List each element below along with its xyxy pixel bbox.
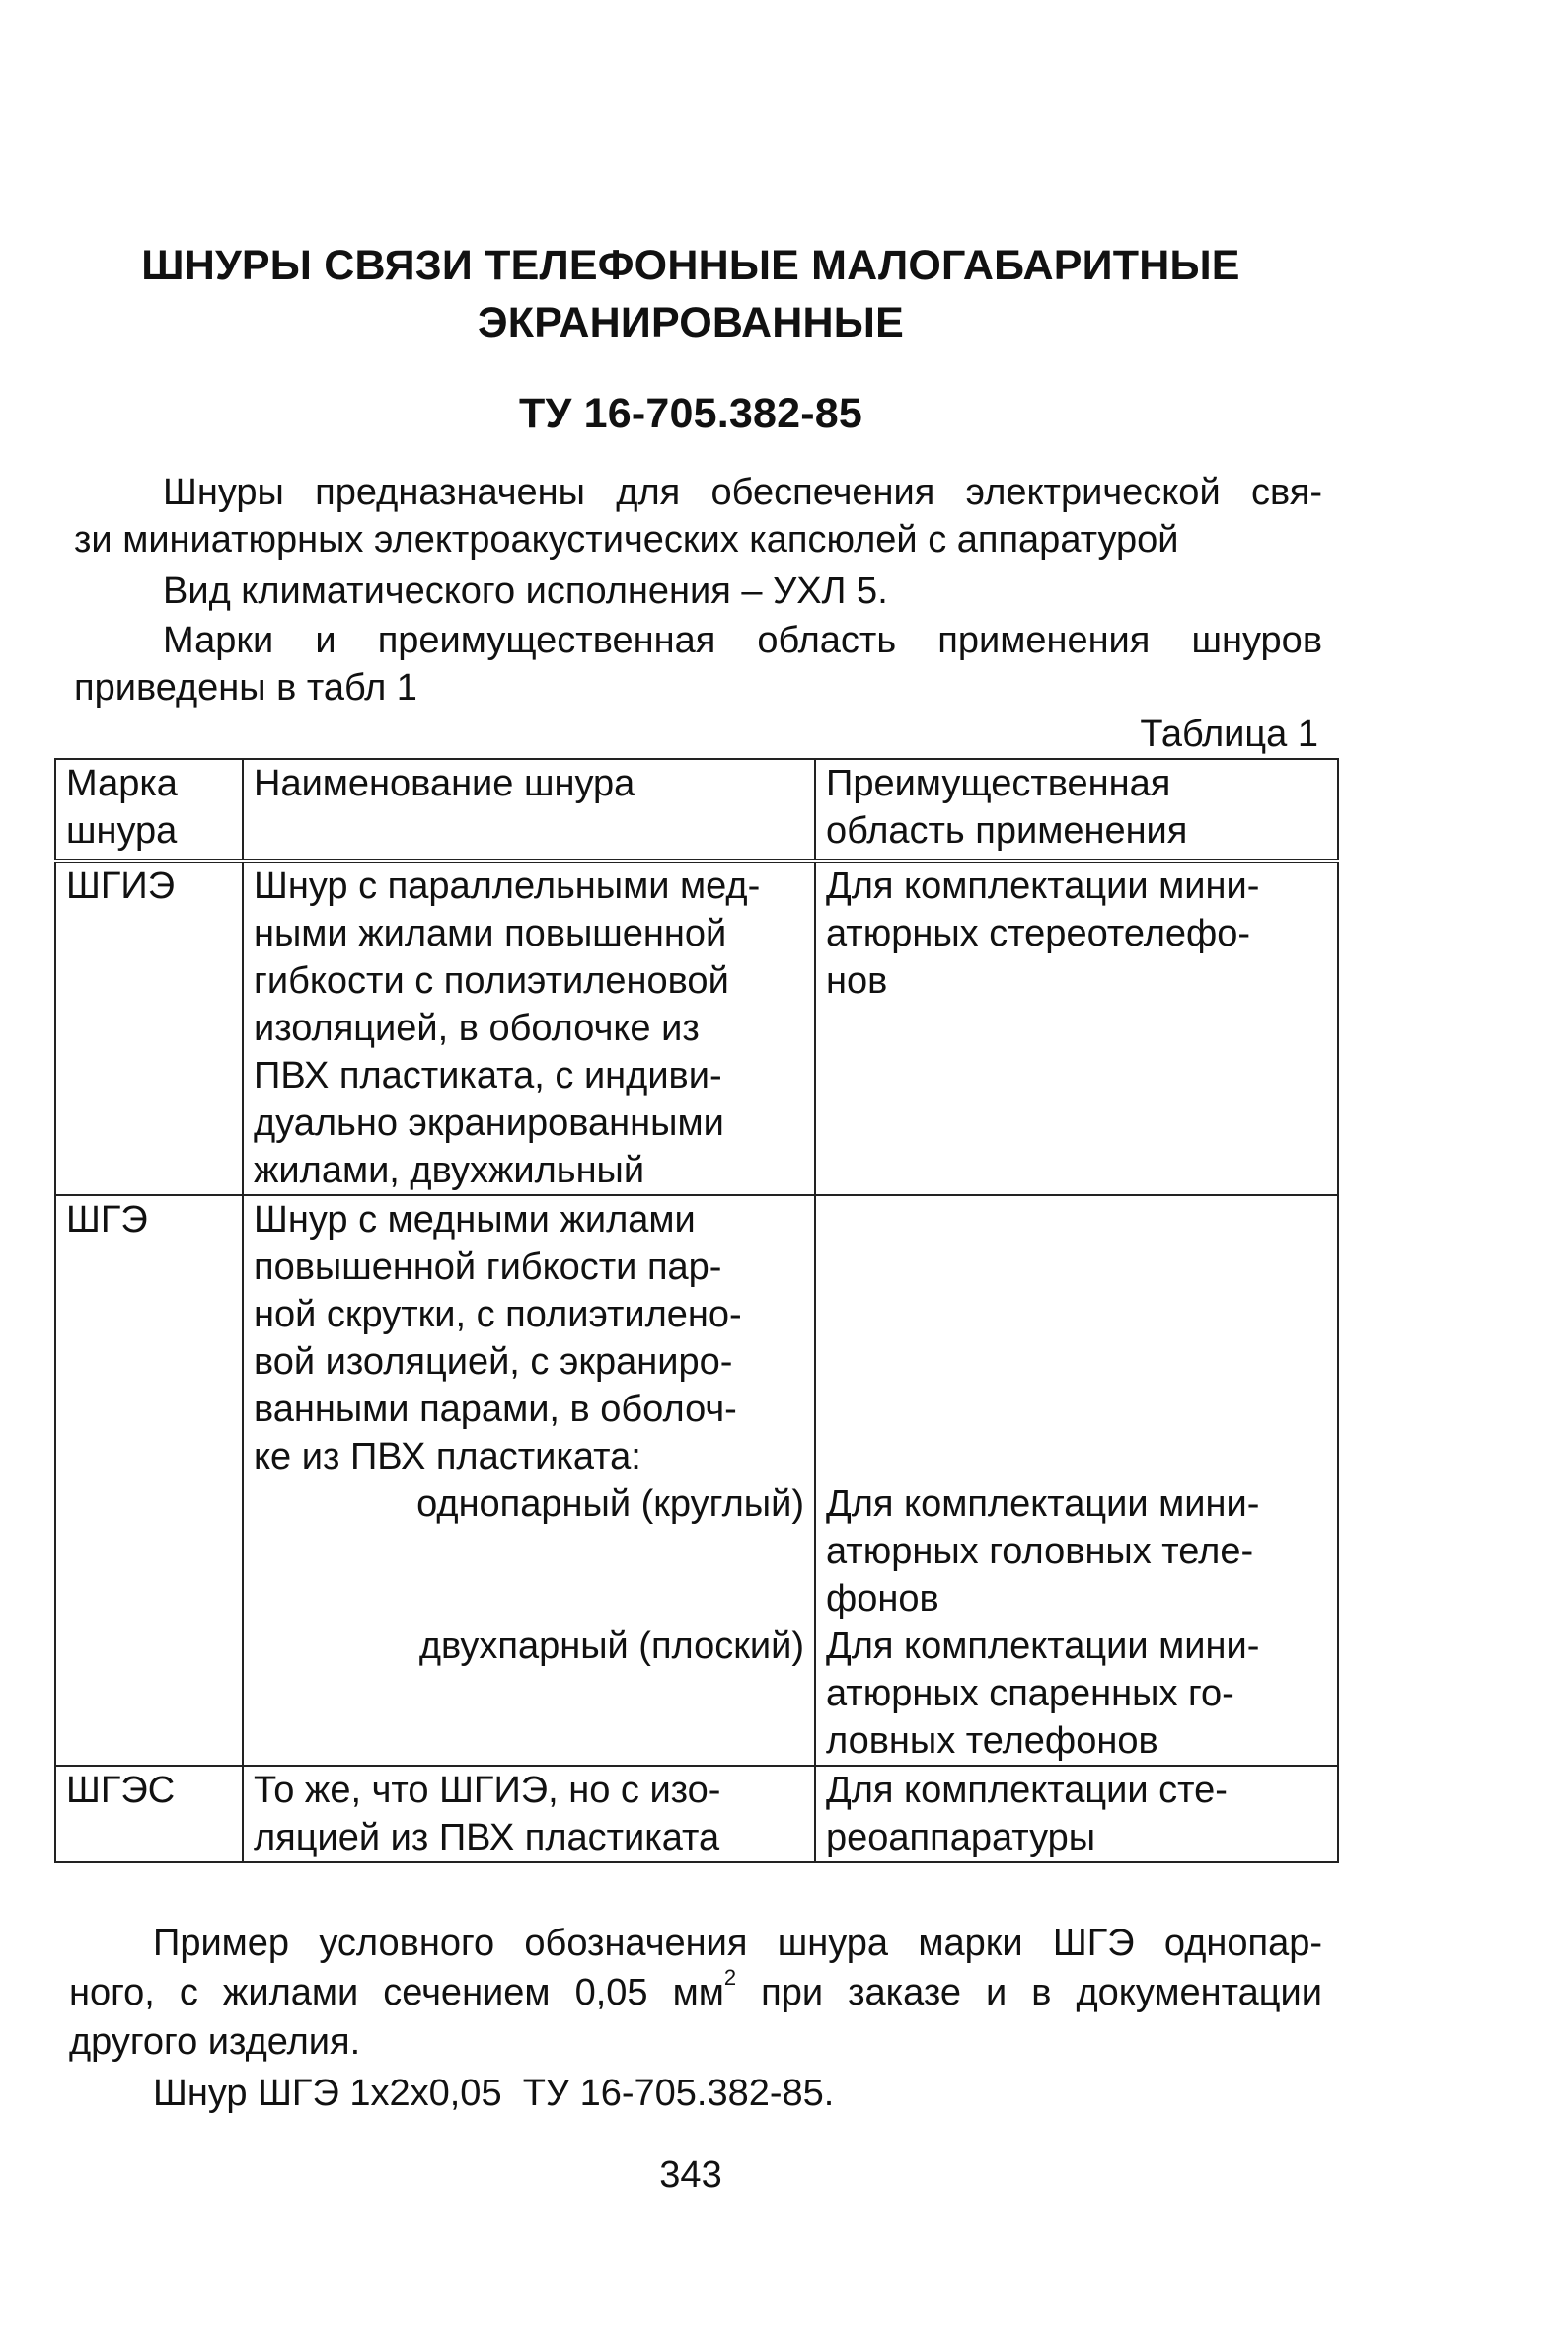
intro-p1-line1: Шнуры предназначены для обеспечения электрической свя- xyxy=(163,472,1322,513)
table-header-row xyxy=(55,759,1338,861)
header-use-line1: Преимущественная xyxy=(826,763,1171,804)
header-use xyxy=(815,759,1338,861)
name-line: ке из ПВХ пластиката: xyxy=(254,1436,641,1477)
use-line: атюрных стереотелефо- xyxy=(826,913,1251,954)
name-line: гибкости с полиэтиленовой xyxy=(254,960,729,1002)
name-line: повышенной гибкости пар- xyxy=(254,1247,722,1288)
mark-cell: ШГИЭ xyxy=(55,861,243,1195)
example-line2-b: при заказе и в документации xyxy=(736,1972,1322,2013)
use-line: ловных телефонов xyxy=(826,1720,1158,1762)
name-line: ной скрутки, с полиэтилено- xyxy=(254,1294,742,1335)
use-cell xyxy=(815,861,1338,1195)
header-mark xyxy=(55,759,243,861)
name-line: ПВХ пластиката, с индиви- xyxy=(254,1055,722,1097)
intro-p1-line2: зи миниатюрных электроакустических капсюлей с аппаратурой xyxy=(74,519,1179,561)
example-designation: Шнур ШГЭ 1х2х0,05 ТУ 16-705.382-85. xyxy=(153,2073,835,2114)
example-line2 xyxy=(69,1965,1322,2016)
header-name xyxy=(243,759,815,861)
standard-number: ТУ 16-705.382-85 xyxy=(519,390,862,437)
subtype-one-pair: однопарный (круглый) xyxy=(416,1483,804,1525)
subtype-two-pair: двухпарный (плоский) xyxy=(418,1626,804,1667)
use-line: Для комплектации мини- xyxy=(826,1626,1260,1667)
name-line: жилами, двухжильный xyxy=(254,1150,645,1191)
page-number: 343 xyxy=(659,2155,722,2196)
name-line: ными жилами повышенной xyxy=(254,913,727,954)
use-line: Для комплектации мини- xyxy=(826,1483,1260,1525)
use-line: Для комплектации мини- xyxy=(826,866,1260,907)
name-line: ляцией из ПВХ пластиката xyxy=(254,1817,720,1858)
table-row xyxy=(55,861,1338,1195)
mark-cell: ШГЭ xyxy=(55,1195,243,1766)
table-row xyxy=(55,1195,1338,1766)
name-line: дуально экранированными xyxy=(254,1102,724,1144)
header-mark-line2: шнура xyxy=(66,810,178,852)
intro-p3-line2: приведены в табл 1 xyxy=(74,667,417,709)
superscript-2: 2 xyxy=(723,1965,737,1991)
name-line: ванными парами, в оболоч- xyxy=(254,1389,737,1430)
header-name-text: Наименование шнура xyxy=(254,763,635,804)
name-line: изоляцией, в оболочке из xyxy=(254,1008,700,1049)
use-line: нов xyxy=(826,960,888,1002)
use-line: реоаппаратуры xyxy=(826,1817,1096,1858)
name-cell xyxy=(243,1766,815,1862)
mark-cell: ШГЭС xyxy=(55,1766,243,1862)
use-cell xyxy=(815,1766,1338,1862)
name-cell xyxy=(243,861,815,1195)
table-row xyxy=(55,1766,1338,1862)
name-line: Шнур с параллельными мед- xyxy=(254,866,761,907)
cords-table xyxy=(54,758,1339,1863)
use-line: Для комплектации сте- xyxy=(826,1770,1228,1811)
title-line-1: ШНУРЫ СВЯЗИ ТЕЛЕФОННЫЕ МАЛОГАБАРИТНЫЕ xyxy=(141,242,1240,289)
header-use-line2: область применения xyxy=(826,810,1188,852)
name-cell xyxy=(243,1195,815,1766)
table-caption: Таблица 1 xyxy=(1140,714,1318,755)
name-line: То же, что ШГИЭ, но с изо- xyxy=(254,1770,721,1811)
intro-p2: Вид климатического исполнения – УХЛ 5. xyxy=(163,570,888,612)
example-line3: другого изделия. xyxy=(69,2021,361,2063)
use-line: атюрных спаренных го- xyxy=(826,1673,1234,1714)
name-line: вой изоляцией, с экраниро- xyxy=(254,1341,733,1383)
header-mark-line1: Марка xyxy=(66,763,178,804)
use-line: атюрных головных теле- xyxy=(826,1531,1254,1572)
intro-p3-line1: Марки и преимущественная область применения шнуров xyxy=(163,620,1322,661)
example-line2-a: ного, с жилами сечением 0,05 мм xyxy=(69,1972,724,2013)
title-line-2: ЭКРАНИРОВАННЫЕ xyxy=(478,299,904,346)
name-line: Шнур с медными жилами xyxy=(254,1199,696,1241)
use-line: фонов xyxy=(826,1578,939,1620)
example-line1: Пример условного обозначения шнура марки ШГЭ однопар- xyxy=(153,1923,1322,1964)
use-cell xyxy=(815,1195,1338,1766)
